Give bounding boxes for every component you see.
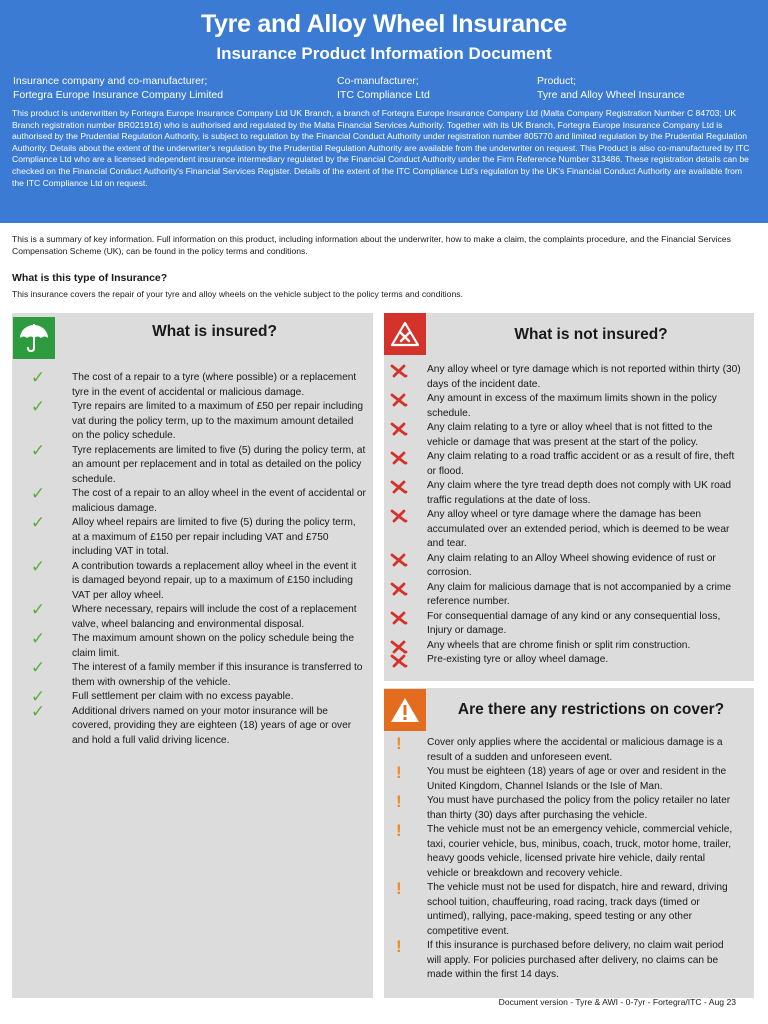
not-insured-title: What is not insured? [514,326,668,343]
insured-item [26,368,366,400]
not-insured-item-text: Any claim relating to a tyre or alloy wheel that is not fitted to the vehicle or damage that was present at the start of the policy. [427,422,713,448]
not-insured-item-text: For consequential damage of any kind or any consequential loss, Injury or damage. [427,610,721,636]
insured-item-text: The cost of a repair to a tyre (where possible) or a replacement tyre in the event of accidental or malicious damage. [72,372,357,398]
insured-item [26,658,366,690]
checkmark-icon: ✓ [30,701,46,721]
insurer-value: Fortegra Europe Insurance Company Limited [13,89,224,101]
insurance-type-heading: What is this type of Insurance? [12,272,168,284]
regulatory-description: This product is underwritten by Fortegra Europe Insurance Company Ltd UK Branch, a branch of Fortegra Europe Insurance Company Ltd (Malta Company Registration Number C 84703; UK Branch registration number BR021916) who is authorised and regulated by the Malta Financial Services Authority. Together with its UK Branch, Fortegra Europe Insurance Company Ltd is authorised by the Prudential Regulation Authority, is subject to regulation by the Financial Conduct Authority under registration number 805770 and limited regulation by the Prudential Regulation Authority. Details about the extent of the underwriter's regulation by the Prudential Regulation Authority are available from the underwriter on request. This Product is also co-manufactured by ITC Compliance Ltd who are a licensed independent insurance intermediary regulated by the Financial Conduct Authority under the Firm Reference Number 313486. These registration details can be checked on the Financial Conduct Authority's Financial Services Register. Details of the extent of the ITC Compliance Ltd's regulation by the UK's Financial Conduct Authority are available from the ITC Compliance Ltd on request. [12,108,750,188]
cross-icon [388,553,410,567]
restriction-item-text: You must be eighteen (18) years of age or over and resident in the United Kingdom, Channel Islands or the Isle of Man. [427,766,727,792]
not-insured-item-text: Any claim relating to an Alloy Wheel showing evidence of rust or corrosion. [427,552,716,578]
exclamation-icon: ! [396,792,402,811]
insured-title: What is insured? [152,323,277,340]
insurance-type-text: This insurance covers the repair of your tyre and alloy wheels on the vehicle subject to the policy terms and conditions. [12,289,463,299]
insured-item-text: Tyre repairs are limited to a maximum of £50 per repair including vat during the policy term, up to the maximum amount detailed on the policy schedule. [72,401,364,441]
insured-item-text: The interest of a family member if this insurance is transferred to them with ownership of the vehicle. [72,662,363,688]
restriction-item-text: If this insurance is purchased before delivery, no claim wait period will apply. For policies purchased after delivery, no claims can be made within the first 14 days. [427,940,724,980]
insured-item-text: Full settlement per claim with no excess payable. [72,691,294,702]
not-insured-item-text: Pre-existing tyre or alloy wheel damage. [427,654,609,665]
checkmark-icon: ✓ [30,368,46,388]
insured-item-text: Alloy wheel repairs are limited to five (5) during the policy term, at a maximum of £150 per repair including VAT and £750 including VAT in total. [72,517,356,557]
checkmark-icon: ✓ [30,556,46,576]
cross-icon [388,582,410,596]
not-insured-item [384,450,744,479]
restrictions-title: Are there any restrictions on cover? [457,701,725,718]
exclamation-icon: ! [396,937,402,956]
checkmark-icon: ✓ [30,440,46,460]
not-insured-item [384,421,744,450]
restriction-item-text: You must have purchased the policy from the policy retailer no later than thirty (30) days after purchasing the vehicle. [427,795,731,821]
exclamation-icon: ! [396,763,402,782]
document-subtitle: Insurance Product Information Document [216,44,552,63]
not-insured-item [384,363,744,392]
checkmark-icon: ✓ [30,629,46,649]
not-insured-item [384,552,744,581]
comanufacturer-info [337,74,430,102]
cross-icon [388,364,410,378]
warning-triangle-icon [384,689,426,731]
restriction-item [384,794,736,823]
exclamation-icon: ! [396,821,402,840]
restriction-item [384,736,736,765]
document-title: Tyre and Alloy Wheel Insurance [200,10,568,38]
insured-item [26,600,366,632]
summary-text: This is a summary of key information. Full information on this product, including information about the underwriter, how to make a claim, the complaints procedure, and the Financial Services Compensation Scheme (UK), can be found in the policy terms and conditions. [12,234,731,256]
umbrella-icon [13,317,55,359]
cross-icon [388,640,410,654]
document-version: Document version - Tyre & AWI - 0-7yr - Fortegra/ITC - Aug 23 [498,997,736,1007]
cross-icon [388,480,410,494]
checkmark-icon: ✓ [30,687,46,707]
insured-item [26,484,366,516]
not-insured-item-text: Any amount in excess of the maximum limits shown in the policy schedule. [427,393,717,419]
not-insured-item-text: Any alloy wheel or tyre damage where the damage has been accumulated over an extended period, which is deemed to be wear and tear. [427,509,730,549]
insured-item [26,513,366,560]
not-insured-item-text: Any claim relating to a road traffic accident or as a result of fire, theft or flood. [427,451,735,477]
cross-icon [388,451,410,465]
checkmark-icon: ✓ [30,658,46,678]
insured-item [26,629,366,661]
exclamation-icon: ! [396,879,402,898]
not-insured-item [384,392,744,421]
comanufacturer-value: ITC Compliance Ltd [337,89,430,101]
comanufacturer-label: Co-manufacturer; [337,75,419,87]
cross-icon [388,509,410,523]
cross-icon [388,422,410,436]
product-info [537,74,685,102]
insured-item [26,556,366,604]
checkmark-icon: ✓ [30,484,46,504]
restriction-item [384,881,736,939]
insured-item [26,701,366,749]
cross-icon [388,611,410,625]
insured-item-text: A contribution towards a replacement alloy wheel in the event it is damaged beyond repair, up to a maximum of £150 including VAT per alloy wheel. [72,560,357,601]
not-insured-item-text: Any claim where the tyre tread depth does not comply with UK road traffic regulations at the date of loss. [427,480,732,506]
insured-list [26,368,366,748]
not-insured-item [384,479,744,508]
not-insured-list [384,363,744,668]
not-insured-item [384,653,744,668]
not-insured-item-text: Any alloy wheel or tyre damage which is not reported within thirty (30) days of the incident date. [427,364,741,390]
restriction-item-text: The vehicle must not be an emergency vehicle, commercial vehicle, taxi, courier vehicle, bus, minibus, coach, truck, motor home, trailer, heavy goods vehicle, licensed private hire vehicle, daily rental vehicle or breakdown and recovery vehicle. [427,824,733,879]
checkmark-icon: ✓ [30,600,46,620]
checkmark-icon: ✓ [30,397,46,417]
product-label: Product; [537,75,577,87]
restrictions-panel [384,688,754,998]
not-insured-panel [384,313,754,681]
insured-item [26,440,366,488]
not-insured-item [384,610,744,639]
restriction-item [384,939,736,983]
restrictions-list [384,736,736,983]
insured-item-text: The maximum amount shown on the policy schedule being the claim limit. [72,633,355,659]
not-insured-item [384,508,744,552]
restriction-item [384,823,736,881]
exclamation-icon: ! [396,734,402,753]
insured-item-text: Where necessary, repairs will include the cost of a replacement valve, wheel balancing and environmental disposal. [72,604,357,630]
insured-item [26,397,366,444]
cross-icon [388,654,410,668]
checkmark-icon: ✓ [30,513,46,533]
cross-icon [388,393,410,407]
cross-warning-icon [384,313,426,355]
restriction-item [384,765,736,794]
insured-item-text: Additional drivers named on your motor insurance will be covered, providing they are eighteen (18) years of age or over and hold a full valid driving licence. [72,705,352,746]
insurer-info [13,74,223,102]
insurer-label: Insurance company and co-manufacturer; [13,75,208,87]
not-insured-item-text: Any wheels that are chrome finish or split rim construction. [427,639,691,651]
not-insured-item [384,639,744,654]
not-insured-item [384,581,744,610]
restriction-item-text: Cover only applies where the accidental or malicious damage is a result of a sudden and unforeseen event. [427,737,723,763]
not-insured-item-text: Any claim for malicious damage that is not accompanied by a crime reference number. [427,581,732,607]
insured-item-text: Tyre replacements are limited to five (5) during the policy term, at an amount per replacement and in total as detailed on the policy schedule. [72,444,366,485]
header-banner [0,0,768,223]
restriction-item-text: The vehicle must not be used for dispatch, hire and reward, driving school tuition, chauffeuring, road racing, track days (timed or untimed), rallying, pace-making, speed testing or any other competitive event. [427,882,728,937]
insured-panel [12,313,373,998]
product-value: Tyre and Alloy Wheel Insurance [537,89,685,101]
insured-item [26,687,366,707]
insured-item-text: The cost of a repair to an alloy wheel in the event of accidental or malicious damage. [72,488,366,514]
